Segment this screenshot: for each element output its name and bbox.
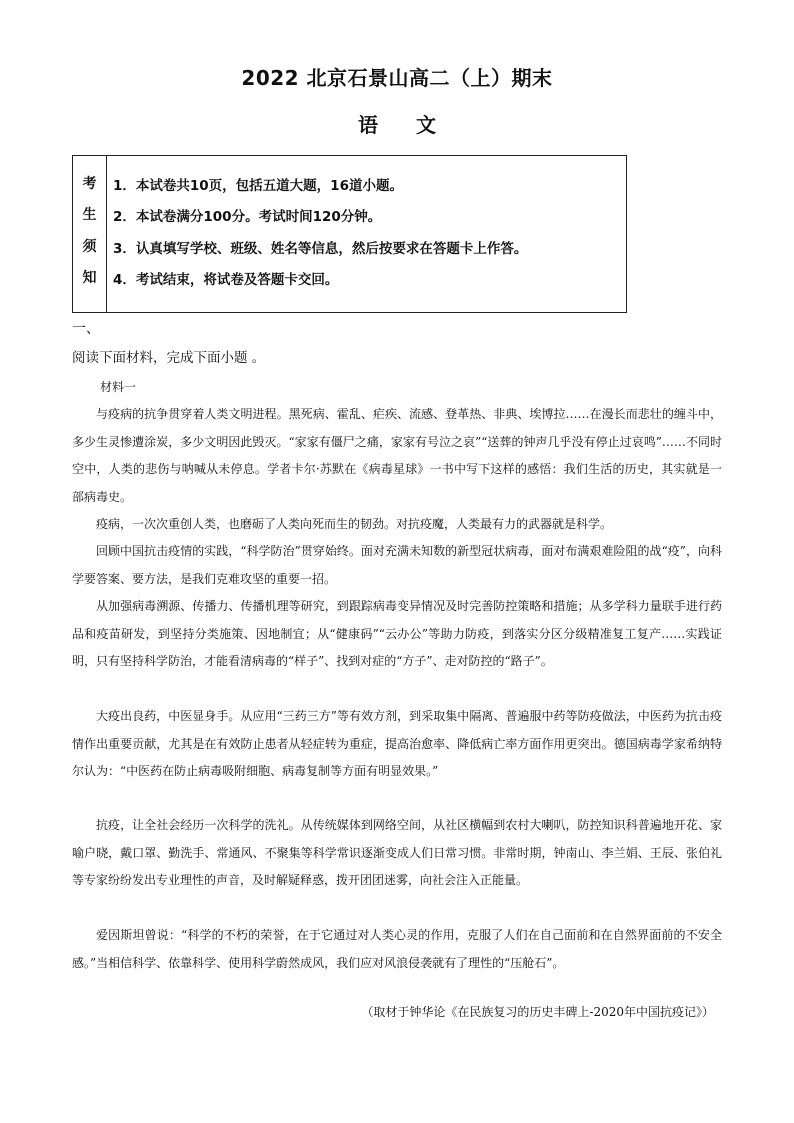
material-title: 材料一 [100,380,137,394]
notice-label-char: 生 [82,207,97,223]
paragraph: 从加强病毒溯源、传播力、传播机理等研究，到跟踪病毒变异情况及时完善防控策略和措施；从多学科力量联手进行药品和疫苗研发，到坚持分类施策、因地制宜；从“健康码”“云办公”等助力防疫，到落实分区分级精准复工复产……实践证明，只有坚持科学防治，才能看清病毒的“样子”、找到对症的“方子”、走对防控的“路子”。 [72,599,722,668]
paragraph: 抗疫，让全社会经历一次科学的洗礼。从传统媒体到网络空间，从社区横幅到农村大喇叭，防控知识科普遍地开花、家喻户晓，戴口罩、勤洗手、常通风、不聚集等科学常识逐渐变成人们日常习惯。非常时期，钟南山、李兰娟、王辰、张伯礼等专家纷纷发出专业理性的声音，及时解疑释惑，拨开团团迷雾，向社会注入正能量。 [72,818,722,887]
source-citation: （取材于钟华论《在民族复习的历史丰碑上-2020年中国抗疫记》） [361,1005,714,1019]
exam-notice-box [72,155,627,313]
notice-item: 2．本试卷满分100分。考试时间120分钟。 [113,209,382,225]
paragraph: 爱因斯坦曾说：“科学的不朽的荣誉，在于它通过对人类心灵的作用，克服了人们在自己面前和在自然界面前的不安全感。”当相信科学、依靠科学、使用科学蔚然成风，我们应对风浪侵袭就有了理性的“压舱石”。 [72,928,722,970]
notice-item: 1．本试卷共10页，包括五道大题，16道小题。 [113,178,403,194]
notice-item: 4．考试结束，将试卷及答题卡交回。 [113,272,339,288]
subject-title: 语文 [358,113,474,137]
notice-label-char: 须 [82,239,97,255]
paragraph: 与疫病的抗争贯穿着人类文明进程。黑死病、霍乱、疟疾、流感、登革热、非典、埃博拉……在漫长而悲壮的缠斗中，多少生灵惨遭涂炭，多少文明因此毁灭。“家家有僵尸之痛，家家有号泣之哀”“送葬的钟声几乎没有停止过哀鸣”……不同时空中，人类的悲伤与呐喊从未停息。学者卡尔·苏默在《病毒星球》一书中写下这样的感悟：我们生活的历史，其实就是一部病毒史。 [72,407,722,504]
notice-item: 3．认真填写学校、班级、姓名等信息，然后按要求在答题卡上作答。 [113,241,528,257]
notice-label-char: 考 [82,176,97,192]
exam-title: 2022 北京石景山高二（上）期末 [241,66,553,90]
section-number: 一、 [72,321,100,337]
notice-label-column [73,156,107,312]
paragraph: 大疫出良药，中医显身手。从应用“三药三方”等有效方剂，到采取集中隔离、普遍服中药等防疫做法，中医药为抗击疫情作出重要贡献，尤其是在有效防止患者从轻症转为重症，提高治愈率、降低病亡率方面作用更突出。德国病毒学家希纳特尔认为：“中医药在防止病毒吸附细胞、病毒复制等方面有明显效果。” [72,709,722,778]
notice-label-char: 知 [82,270,97,286]
paragraph: 疫病，一次次重创人类，也磨砺了人类向死而生的韧劲。对抗疫魔，人类最有力的武器就是科学。 [96,517,613,531]
paragraph: 回顾中国抗击疫情的实践，“科学防治”贯穿始终。面对充满未知数的新型冠状病毒，面对布满艰难险阻的战“疫”，向科学要答案、要方法，是我们克难攻坚的重要一招。 [72,544,722,586]
reading-instruction: 阅读下面材料，完成下面小题 。 [72,350,266,366]
